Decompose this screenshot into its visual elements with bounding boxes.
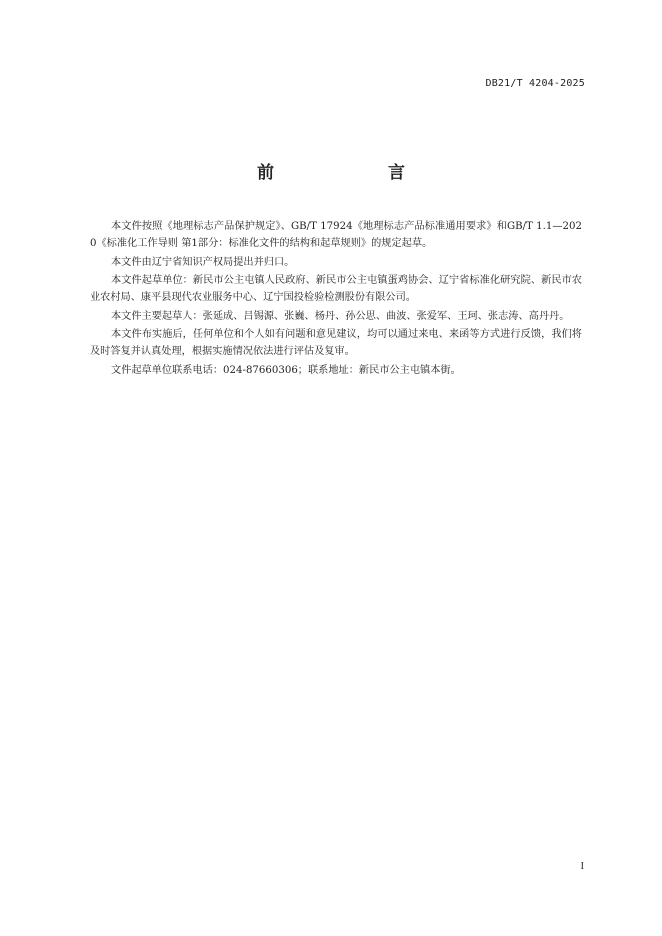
paragraph-proposer: 本文件由辽宁省知识产权局提出并归口。 (111, 256, 295, 268)
paragraph-feedback: 本文件布实施后，任何单位和个人如有问题和意见建议，均可以通过来电、来函等方式进行反馈，我们将及时答复并认真处理，根据实施情况依法进行评估及复审。 (90, 329, 582, 357)
page-title: 前 言 (257, 163, 459, 183)
paragraph-drafting-basis: 本文件按照《地理标志产品保护规定》、GB/T 17924《地理标志产品标准通用要求》和GB/T 1.1—2020《标准化工作导则 第1部分：标准化文件的结构和起草规则》的规定起草。 (90, 221, 582, 249)
paragraph-drafters: 本文件主要起草人：张延成、吕锡源、张巍、杨丹、孙公思、曲波、张爱军、王珂、张志涛、高丹丹。 (111, 310, 570, 322)
document-code: DB21/T 4204-2025 (485, 78, 585, 89)
foreword-body (90, 218, 582, 380)
paragraph-drafting-units: 本文件起草单位：新民市公主屯镇人民政府、新民市公主屯镇蛋鸡协会、辽宁省标准化研究院、新民市农业农村局、康平县现代农业服务中心、辽宁国投检验检测股份有限公司。 (90, 275, 582, 303)
paragraph-contact: 文件起草单位联系电话：024-87660306；联系地址：新民市公主屯镇本街。 (111, 364, 461, 376)
page-number: I (580, 861, 584, 872)
